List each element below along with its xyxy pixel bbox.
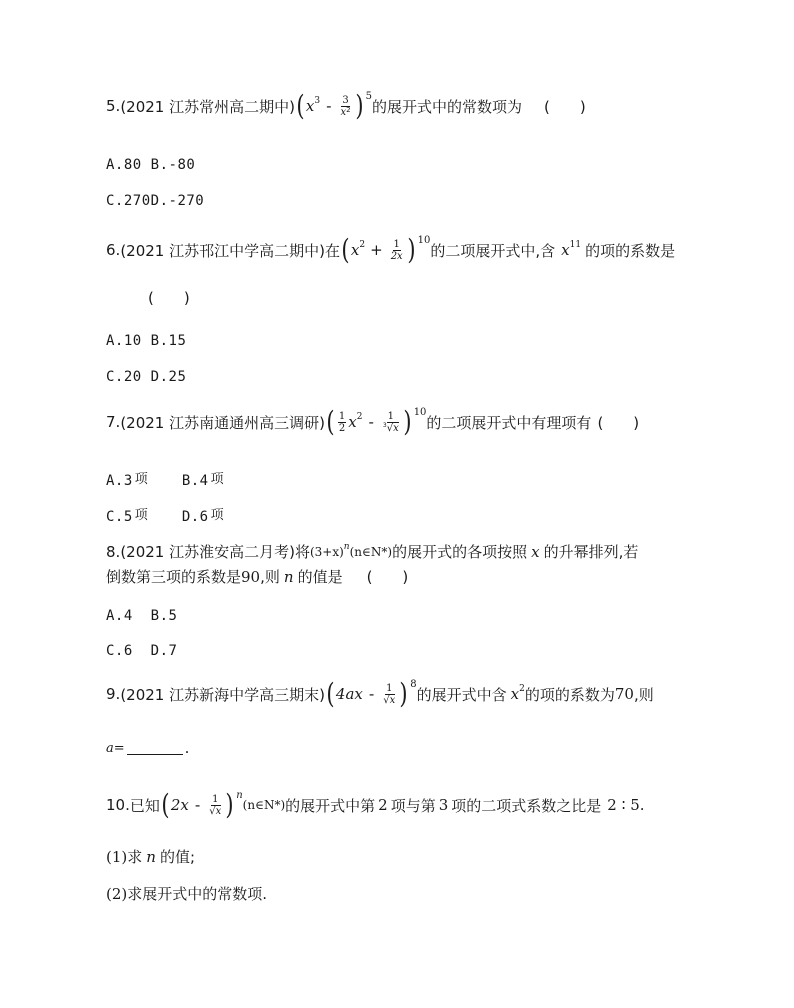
q6-number: 6.	[106, 241, 121, 259]
q7-source: (2021 江苏南通通州高三调研)	[120, 413, 325, 432]
q10-minus: -	[194, 796, 201, 814]
q8-stem-line2	[106, 566, 408, 587]
q9-answer-line	[106, 739, 189, 757]
q10-root-icon: √	[209, 805, 216, 817]
q8-line2a: 倒数第三项的系数是	[106, 568, 242, 586]
q7-fraction	[382, 411, 400, 434]
q8-expr: (3+x)	[309, 544, 344, 559]
q9-exp2: 2	[519, 684, 525, 694]
q10-number: 10.	[106, 796, 130, 814]
q5-power: 5	[365, 90, 372, 102]
q10-sub1-a: 求	[127, 848, 143, 866]
q9-root-icon: √	[383, 694, 390, 706]
q8-tail2: 的升幂排列,若	[543, 543, 639, 561]
q10-fraction	[208, 794, 222, 817]
q7-stem	[106, 405, 640, 438]
q9-stem	[106, 677, 654, 710]
q6-x: x	[350, 241, 360, 259]
q8-n2: n	[283, 567, 294, 586]
q9-answer-blank	[127, 742, 183, 755]
q9-end: .	[184, 739, 190, 757]
q9-frac-num: 1	[386, 682, 393, 694]
q7-right-paren: )	[403, 405, 412, 438]
q6-option-b: B.15	[150, 333, 187, 349]
q7-half-num: 1	[338, 410, 346, 422]
q7-options-row1	[106, 471, 224, 490]
q9-seventy: 70	[614, 685, 634, 703]
q7-root-x: x	[393, 422, 399, 434]
q10-tail1: 的展开式中第	[285, 796, 376, 815]
q7-minus: -	[368, 413, 374, 431]
q7-answer-bracket: ( )	[597, 413, 640, 432]
q9-number: 9.	[106, 685, 121, 703]
q5-exp3: 3	[314, 96, 321, 106]
q6-frac-num: 1	[393, 238, 400, 250]
q9-tail1: 的展开式中含	[416, 685, 507, 704]
q5-source: (2021 江苏常州高二期中)	[120, 97, 295, 116]
q10-sub2	[106, 883, 267, 904]
q10-sub2-text: 求展开式中的常数项.	[127, 885, 268, 903]
q5-number: 5.	[106, 97, 121, 115]
q9-minus: -	[368, 685, 375, 703]
q10-ratio: 2 ∶ 5.	[607, 796, 645, 814]
q7-root-icon: √	[386, 422, 394, 434]
q8-line2c: 的值是	[297, 568, 343, 586]
q9-tail2: 的项的系数为	[524, 685, 615, 704]
q8-option-c: C.6	[106, 643, 133, 659]
q5-option-c: C.270	[106, 193, 151, 209]
q8-stem-line1	[106, 541, 638, 562]
q5-tail: 的展开式中的常数项为	[371, 97, 522, 116]
q10-pre: 已知	[129, 796, 160, 815]
q6-x11: x	[561, 241, 570, 259]
q5-frac-num: 3	[342, 94, 349, 106]
q6-option-a: A.10	[106, 333, 142, 349]
q5-fraction	[340, 95, 352, 118]
q10-tail3: 项的二项式系数之比是	[451, 796, 602, 815]
q7-option-b-unit: 项	[210, 472, 224, 487]
q6-stem	[106, 233, 676, 266]
q8-condition: (n∈N*)	[349, 544, 393, 559]
q6-fraction	[390, 239, 404, 262]
q6-tail1: 的二项展开式中,含	[430, 241, 556, 260]
q8-n: n	[343, 541, 350, 552]
q9-fraction	[382, 683, 396, 706]
q6-option-c: C.20	[106, 369, 142, 385]
q7-options-row2	[106, 507, 224, 526]
q6-power: 10	[417, 234, 431, 246]
q9-tail3: ,则	[633, 685, 654, 704]
q10-right-paren: )	[225, 788, 234, 821]
q7-option-d-unit: 项	[210, 508, 224, 523]
q9-x: x	[510, 685, 520, 703]
q9-term: 4ax	[335, 685, 363, 703]
q5-x: x	[305, 97, 315, 115]
q5-option-a: A.80	[106, 157, 142, 173]
q5-options-row2	[106, 193, 204, 209]
q7-option-b: B.4	[181, 472, 209, 489]
q6-right-paren: )	[407, 233, 416, 266]
q7-option-d: D.6	[181, 508, 209, 525]
q7-x: x	[348, 413, 357, 431]
q7-frac-num: 1	[387, 410, 395, 422]
q7-option-a: A.3	[106, 472, 133, 489]
q10-condition: (n∈N*)	[242, 798, 286, 812]
q5-left-paren: (	[296, 89, 305, 122]
q5-frac-den-exp: 2	[346, 105, 351, 114]
q7-power: 10	[413, 406, 427, 418]
q10-sub1	[106, 846, 195, 867]
q10-term: 2x	[170, 796, 189, 814]
q6-left-paren: (	[341, 233, 350, 266]
q9-right-paren: )	[399, 677, 408, 710]
q10-root-x: x	[215, 805, 222, 817]
q10-sub1-b: 的值;	[159, 848, 195, 866]
q6-plus: +	[370, 241, 383, 259]
q9-answer-label: a=	[106, 740, 125, 756]
q10-tail2: 项与第	[390, 796, 436, 815]
q7-exp2: 2	[356, 412, 363, 422]
q6-source: (2021 江苏邗江中学高二期中)在	[120, 241, 340, 260]
q9-power: 8	[410, 678, 417, 690]
q6-options-row2	[106, 369, 186, 385]
q6-option-d: D.25	[150, 369, 187, 385]
q8-options-row2	[106, 643, 177, 659]
q10-sub1-n: n	[146, 847, 156, 866]
q9-left-paren: (	[326, 677, 335, 710]
q8-tail1: 的展开式的各项按照	[392, 543, 528, 561]
q5-minus: -	[326, 97, 332, 115]
q7-option-c: C.5	[106, 508, 133, 525]
q6-exp11: 11	[569, 240, 582, 250]
q7-left-paren: (	[326, 405, 335, 438]
q7-number: 7.	[106, 413, 121, 431]
q5-right-paren: )	[355, 89, 364, 122]
q5-frac-den: x	[340, 106, 347, 118]
q10-stem	[106, 788, 645, 821]
q8-option-d: D.7	[150, 643, 178, 659]
q7-half-fraction	[338, 411, 346, 434]
q7-root-index: 3	[382, 421, 387, 429]
q8-line2b: ,则	[260, 568, 280, 586]
q5-option-d: D.-270	[150, 193, 205, 209]
q10-three: 3	[438, 796, 449, 814]
q10-frac-num: 1	[212, 793, 219, 805]
q5-stem	[106, 89, 586, 122]
q8-ninety: 90	[241, 567, 261, 586]
q10-power: n	[236, 789, 243, 801]
q7-half-den: 2	[338, 422, 346, 434]
q7-option-c-unit: 项	[134, 508, 148, 523]
q5-answer-bracket: ( )	[543, 97, 586, 116]
q8-options-row1	[106, 608, 177, 624]
q10-sub1-number: (1)	[106, 847, 128, 866]
q8-x: x	[531, 542, 540, 561]
q6-tail2: 的项的系数是	[585, 241, 676, 260]
q6-answer-bracket: ( )	[148, 289, 190, 307]
q8-option-b: B.5	[150, 608, 178, 624]
q5-option-b: B.-80	[150, 157, 196, 173]
q7-tail: 的二项展开式中有理项有	[426, 413, 592, 432]
q10-sub2-number: (2)	[106, 884, 128, 903]
q8-option-a: A.4	[106, 608, 133, 624]
q7-option-a-unit: 项	[134, 472, 148, 487]
q6-exp2: 2	[359, 240, 366, 250]
q8-source: (2021 江苏淮安高二月考)将	[120, 543, 310, 561]
q9-source: (2021 江苏新海中学高三期末)	[120, 685, 325, 704]
q8-answer-bracket: ( )	[366, 568, 409, 586]
q10-two: 2	[378, 796, 388, 814]
q5-options-row1	[106, 157, 195, 173]
q9-root-x: x	[389, 694, 396, 706]
q6-frac-den: 2x	[390, 250, 403, 262]
q10-left-paren: (	[161, 788, 170, 821]
q8-number: 8.	[106, 542, 121, 561]
q6-options-row1	[106, 333, 186, 349]
